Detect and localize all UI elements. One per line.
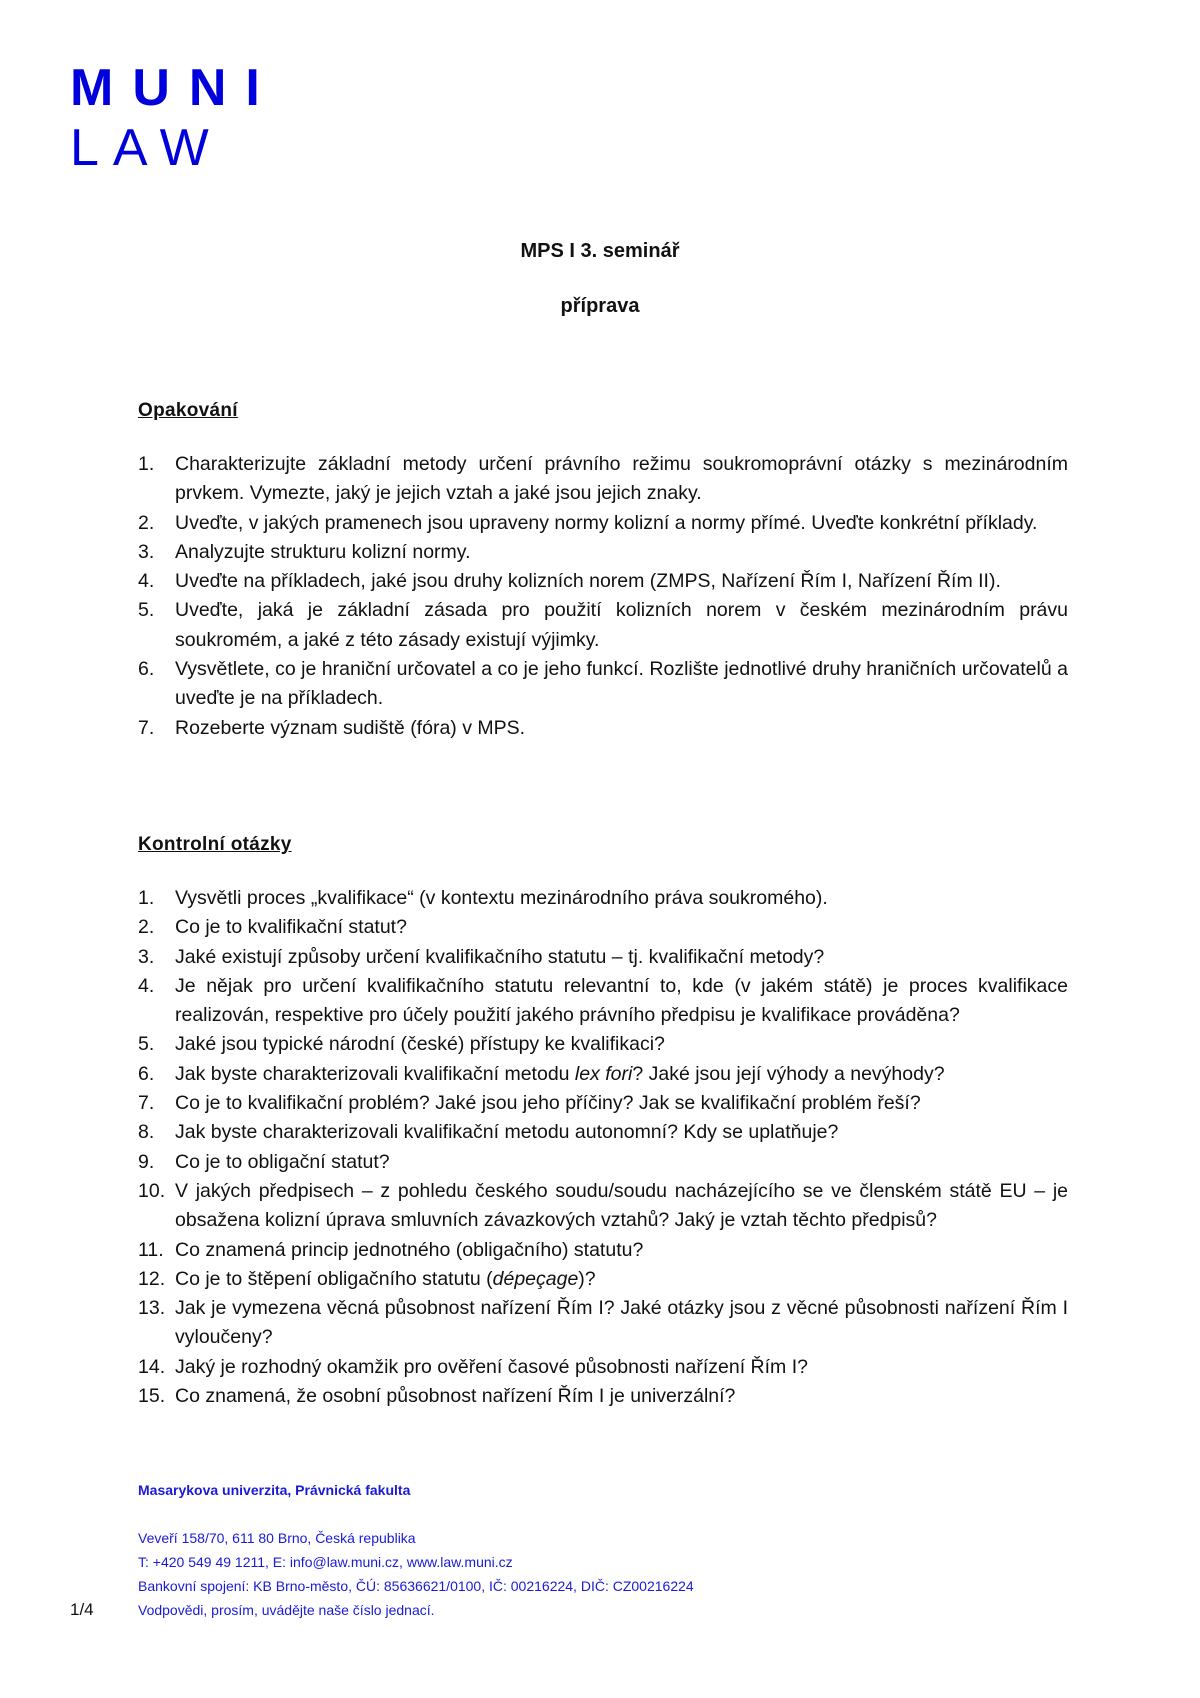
document-title: MPS I 3. seminář — [520, 240, 680, 262]
footer-contact: T: +420 549 49 1211, E: info@law.muni.cz, www.law.muni.cz — [138, 1554, 513, 1570]
list-item-text: Co je to kvalifikační statut? — [175, 916, 407, 939]
list-item-text: Je nějak pro určení kvalifikačního statutu relevantní to, kde (v jakém státě) je proces kvalifikace realizován, respektive pro účely použití jakého právního předpisu je kvalifikace prováděna? — [175, 974, 1068, 1027]
review-question-item — [138, 450, 1068, 509]
list-item-text: ? Jaké jsou její výhody a nevýhody? — [632, 1062, 945, 1085]
list-item-text: Jak byste charakterizovali kvalifikační metodu — [175, 1062, 575, 1085]
control-question-item — [138, 913, 1068, 942]
control-question-item — [138, 1060, 1068, 1089]
list-item-text: Jaké jsou typické národní (české) přístupy ke kvalifikaci? — [175, 1033, 665, 1056]
list-item-number: 9. — [138, 1150, 155, 1173]
control-question-item — [138, 884, 1068, 913]
list-item-text: Vysvětli proces „kvalifikace“ (v kontextu mezinárodního práva soukromého). — [175, 887, 828, 909]
list-item-text: Co je to kvalifikační problém? Jaké jsou jeho příčiny? Jak se kvalifikační problém řeší? — [175, 1092, 921, 1115]
list-item-number: 1. — [138, 887, 155, 909]
control-question-item — [138, 1030, 1068, 1059]
list-item-text: Jaký je rozhodný okamžik pro ověření časové působnosti nařízení Řím I? — [175, 1355, 808, 1378]
control-question-item — [138, 1294, 1068, 1353]
document-subtitle: příprava — [560, 295, 640, 317]
list-item-text: V jakých předpisech – z pohledu českého soudu/soudu nacházejícího se ve členském státě EU – je obsažena kolizní úprava smluvních závazkových vztahů? Jaký je vztah těchto předpisů? — [175, 1179, 1068, 1232]
list-item-text: Charakterizujte základní metody určení právního režimu soukromoprávní otázky s mezinárodním prvkem. Vymezte, jaký je jejich vztah a jaké jsou jejich znaky. — [175, 453, 1068, 505]
list-item-number: 4. — [138, 974, 155, 997]
list-item-number: 11. — [138, 1238, 164, 1261]
list-item-text: )? — [578, 1267, 596, 1290]
list-item-number: 13. — [138, 1297, 166, 1320]
list-item-text: Vysvětlete, co je hraniční určovatel a co je jeho funkcí. Rozlište jednotlivé druhy hraničních určovatelů a uveďte je na příkladech. — [175, 658, 1068, 710]
review-question-list — [138, 450, 1068, 743]
list-item-emphasis: lex fori — [574, 1062, 633, 1085]
list-item-text: Co je to štěpení obligačního statutu ( — [175, 1267, 493, 1290]
footer-address-block — [138, 1478, 694, 1622]
list-item-number: 8. — [138, 1121, 155, 1144]
list-item-text: Analyzujte strukturu kolizní normy. — [175, 540, 471, 563]
control-question-item — [138, 1382, 1068, 1411]
footer-organization: Masarykova univerzita, Právnická fakulta — [138, 1482, 411, 1498]
list-item-text: Co je to obligační statut? — [175, 1150, 390, 1173]
list-item-number: 14. — [138, 1355, 166, 1378]
list-item-text: Jaké existují způsoby určení kvalifikačního statutu – tj. kvalifikační metody? — [175, 945, 825, 968]
logo-line-law: LAW — [70, 119, 223, 177]
list-item-number: 10. — [138, 1179, 166, 1202]
list-item-number: 1. — [138, 453, 155, 475]
section-heading-opakovani: Opakování — [138, 400, 238, 421]
list-item-number: 3. — [138, 540, 155, 563]
control-question-item — [138, 1089, 1068, 1118]
list-item-number: 6. — [138, 658, 155, 681]
list-item-number: 2. — [138, 916, 155, 939]
list-item-text: Uveďte na příkladech, jaké jsou druhy kolizních norem (ZMPS, Nařízení Řím I, Nařízení Řím II). — [175, 570, 1001, 593]
list-item-text: Uveďte, jaká je základní zásada pro použití kolizních norem v českém mezinárodním právu soukromém, a jaké z této zásady existují výjimky. — [175, 599, 1068, 651]
list-item-number: 7. — [138, 716, 155, 739]
control-question-item — [138, 1265, 1068, 1294]
list-item-number: 12. — [138, 1267, 166, 1290]
list-item-number: 2. — [138, 511, 155, 534]
review-question-item — [138, 714, 1068, 743]
review-question-item — [138, 567, 1068, 596]
list-item-text: Jak je vymezena věcná působnost nařízení Řím I? Jaké otázky jsou z věcné působnosti nařízení Řím I vyloučeny? — [175, 1297, 1068, 1349]
list-item-text: Co znamená, že osobní působnost nařízení Řím I je univerzální? — [175, 1385, 736, 1408]
control-question-item — [138, 1118, 1068, 1147]
list-item-number: 15. — [138, 1385, 166, 1408]
list-item-number: 4. — [138, 570, 155, 593]
list-item-number: 5. — [138, 1033, 155, 1056]
list-item-number: 7. — [138, 1092, 155, 1115]
list-item-number: 6. — [138, 1062, 155, 1085]
control-question-item — [138, 972, 1068, 1031]
list-item-text: Uveďte, v jakých pramenech jsou upraveny normy kolizní a normy přímé. Uveďte konkrétní příklady. — [175, 511, 1038, 534]
section-heading-kontrolni-otazky: Kontrolní otázky — [138, 834, 292, 855]
page-number: 1/4 — [70, 1600, 94, 1619]
muni-law-logo — [70, 59, 279, 177]
control-question-item — [138, 1353, 1068, 1382]
list-item-number: 3. — [138, 945, 155, 968]
logo-line-muni: MUNI — [70, 59, 279, 117]
control-question-item — [138, 1236, 1068, 1265]
list-item-number: 5. — [138, 599, 155, 622]
control-question-item — [138, 1148, 1068, 1177]
control-question-item — [138, 943, 1068, 972]
control-question-item — [138, 1177, 1068, 1236]
review-question-item — [138, 538, 1068, 567]
footer-note: Vodpovědi, prosím, uvádějte naše číslo jednací. — [138, 1602, 435, 1618]
review-question-item — [138, 509, 1068, 538]
list-item-text: Co znamená princip jednotného (obligačního) statutu? — [175, 1238, 644, 1261]
footer-address: Veveří 158/70, 611 80 Brno, Česká republika — [138, 1530, 416, 1546]
review-question-item — [138, 596, 1068, 655]
list-item-text: Rozeberte význam sudiště (fóra) v MPS. — [175, 716, 526, 739]
review-question-item — [138, 655, 1068, 714]
footer-bank-details: Bankovní spojení: KB Brno-město, ČÚ: 85636621/0100, IČ: 00216224, DIČ: CZ00216224 — [138, 1578, 694, 1594]
control-question-list — [138, 884, 1068, 1411]
list-item-emphasis: dépeçage — [492, 1267, 579, 1290]
list-item-text: Jak byste charakterizovali kvalifikační metodu autonomní? Kdy se uplatňuje? — [175, 1121, 839, 1144]
